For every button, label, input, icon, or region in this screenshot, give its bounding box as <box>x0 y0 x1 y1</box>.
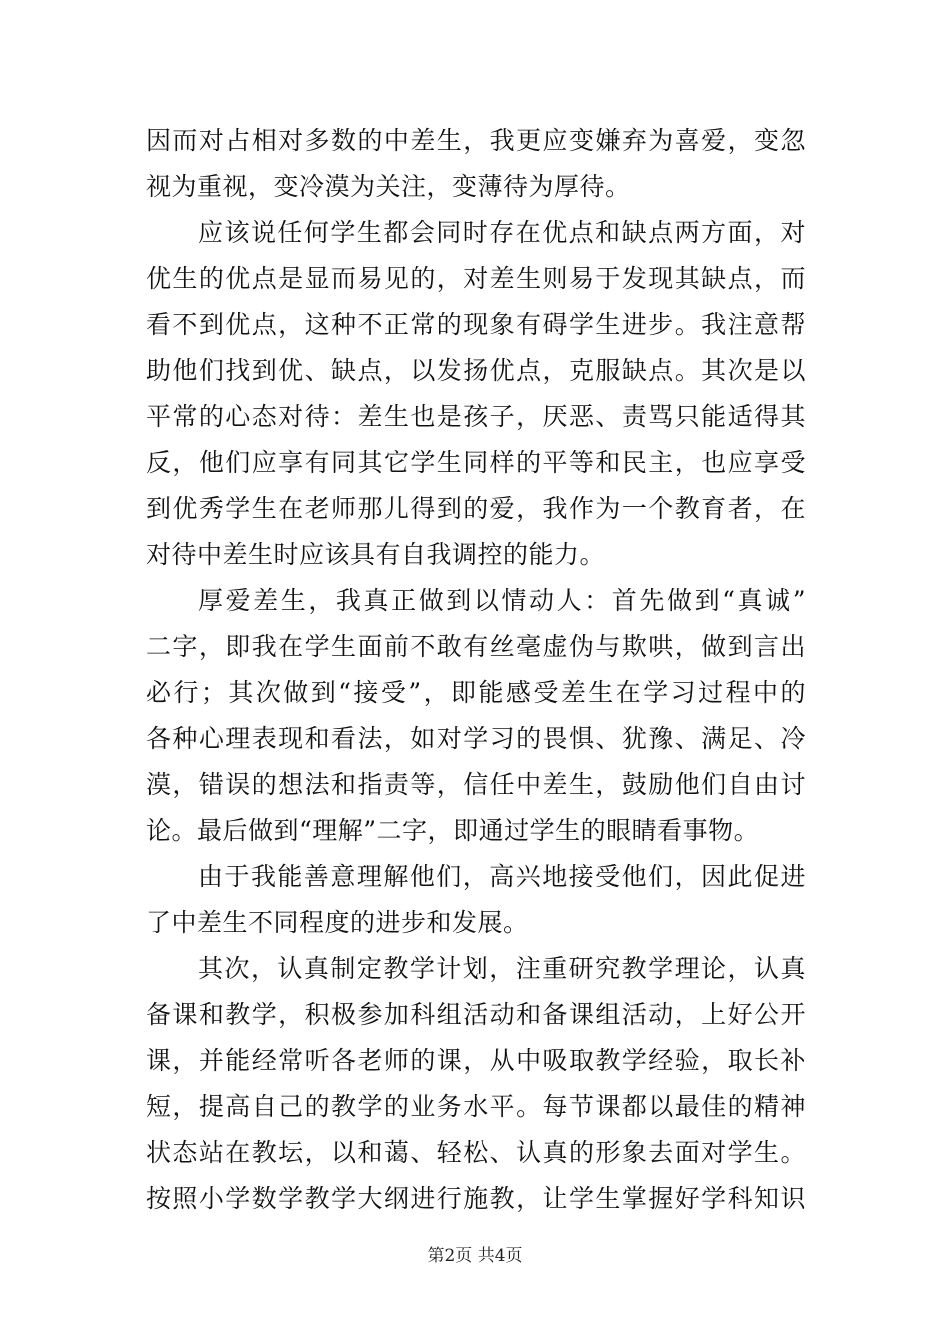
text-line: 平常的心态对待：差生也是孩子，厌恶、责骂只能适得其 <box>146 402 806 431</box>
text-line: 备课和教学，积极参加科组活动和备课组活动，上好公开 <box>146 1000 806 1029</box>
text-line: 助他们找到优、缺点，以发扬优点，克服缺点。其次是以 <box>146 356 806 385</box>
text-line: 漠，错误的想法和指责等，信任中差生，鼓励他们自由讨 <box>146 770 806 799</box>
text-line: 其次，认真制定教学计划，注重研究教学理论，认真 <box>198 954 806 983</box>
text-line: 对待中差生时应该具有自我调控的能力。 <box>146 540 606 569</box>
text-line: 因而对占相对多数的中差生，我更应变嫌弃为喜爱，变忽 <box>146 126 806 155</box>
text-line: 短，提高自己的教学的业务水平。每节课都以最佳的精神 <box>146 1092 806 1121</box>
document-body <box>146 118 806 1222</box>
text-line: 应该说任何学生都会同时存在优点和缺点两方面，对 <box>198 218 806 247</box>
page-number-footer: 第2页 共4页 <box>427 1246 523 1266</box>
text-line: 视为重视，变冷漠为关注，变薄待为厚待。 <box>146 172 631 201</box>
text-line: 到优秀学生在老师那儿得到的爱，我作为一个教育者，在 <box>146 494 806 523</box>
text-line: 论。最后做到“理解”二字，即通过学生的眼睛看事物。 <box>146 816 760 845</box>
text-line: 必行；其次做到“接受”，即能感受差生在学习过程中的 <box>146 678 806 707</box>
text-line: 课，并能经常听各老师的课，从中吸取教学经验，取长补 <box>146 1046 806 1075</box>
text-line: 了中差生不同程度的进步和发展。 <box>146 908 529 937</box>
text-line: 按照小学数学教学大纲进行施教，让学生掌握好学科知识 <box>146 1184 806 1213</box>
text-line: 反，他们应享有同其它学生同样的平等和民主，也应享受 <box>146 448 806 477</box>
text-line: 由于我能善意理解他们，高兴地接受他们，因此促进 <box>198 862 806 891</box>
text-line: 各种心理表现和看法，如对学习的畏惧、犹豫、满足、冷 <box>146 724 806 753</box>
text-line: 二字，即我在学生面前不敢有丝毫虚伪与欺哄，做到言出 <box>146 632 806 661</box>
text-line: 优生的优点是显而易见的，对差生则易于发现其缺点，而 <box>146 264 806 293</box>
text-line: 状态站在教坛，以和蔼、轻松、认真的形象去面对学生。 <box>146 1138 806 1167</box>
text-line: 看不到优点，这种不正常的现象有碍学生进步。我注意帮 <box>146 310 806 339</box>
text-line: 厚爱差生，我真正做到以情动人：首先做到“真诚” <box>198 586 806 615</box>
